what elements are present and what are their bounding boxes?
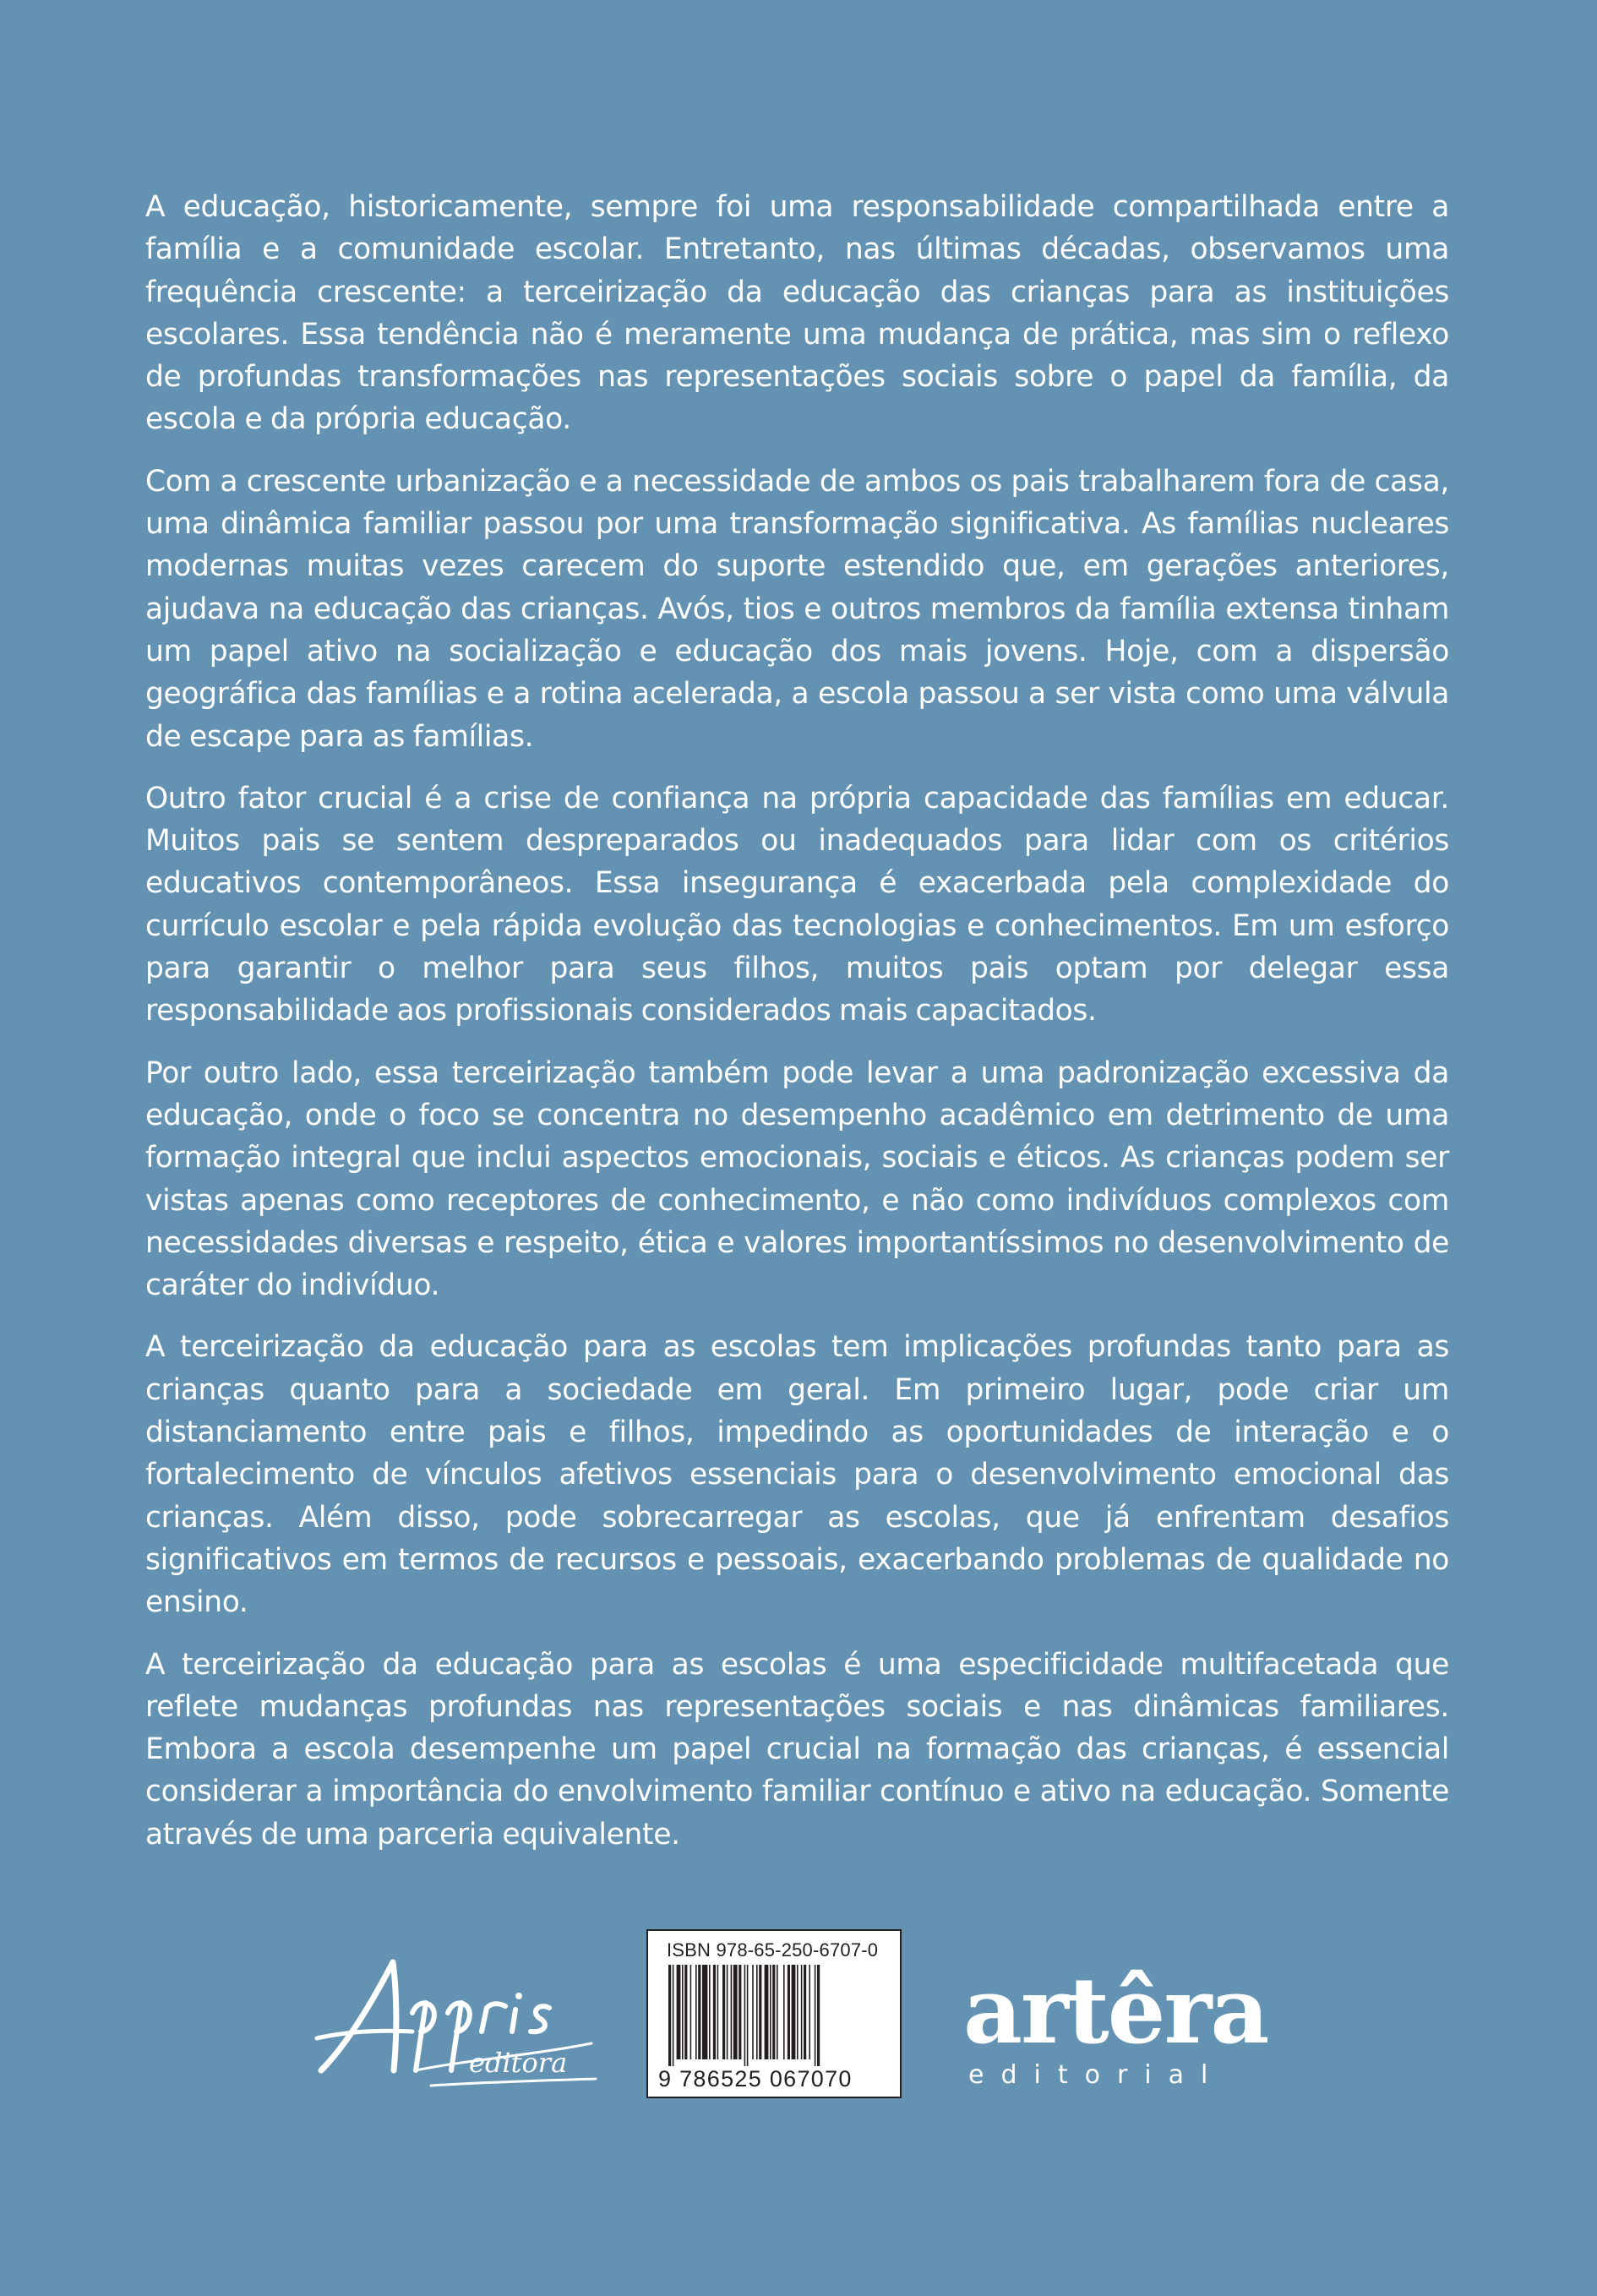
barcode-bar xyxy=(684,1965,687,2059)
barcode-bar xyxy=(792,1965,796,2059)
appris-logo-icon xyxy=(313,1944,600,2096)
barcode-bar xyxy=(797,1965,798,2059)
barcode-bar xyxy=(739,1965,741,2059)
barcode-bar xyxy=(690,1965,692,2059)
barcode-bar xyxy=(783,1965,785,2059)
barcode-bar xyxy=(668,1965,671,2066)
barcode-bar xyxy=(698,1965,700,2059)
barcode-bar xyxy=(804,1965,806,2059)
appris-editora-logo xyxy=(313,1944,600,2096)
barcode-bar xyxy=(765,1965,769,2059)
paragraph-1: A educação, historicamente, sempre foi uma responsabilidade compartilhada entre a família e a comunidade escolar. Entretanto, nas últimas décadas, observamos uma frequência crescente: a terceirização da educação das crianças para as instituições escolares. Essa tendência não é meramente uma mudança de prática, mas sim o reflexo de profundas transformações nas representações sociais sobre o papel da família, da escola e da própria educação. xyxy=(145,190,1449,437)
barcode-bar xyxy=(673,1965,674,2066)
paragraph-6: A terceirização da educação para as escolas é uma especificidade multifacetada que reflete mudanças profundas nas representações sociais e nas dinâmicas familiares. Embora a escola desempenhe um papel crucial na formação das crianças, é essencial considerar a importância do envolvimento familiar contínuo e ativo na educação. Somente através de uma parceria equivalente. xyxy=(145,1647,1449,1852)
paragraph-2: Com a crescente urbanização e a necessidade de ambos os pais trabalharem fora de casa, uma dinâmica familiar passou por uma transformação significativa. As famílias nucleares modernas muitas vezes carecem do suporte estendido que, em gerações anteriores, ajudava na educação das crianças. Avós, tios e outros membros da família extensa tinham um papel ativo na socialização e educação dos mais jovens. Hoje, com a dispersão geográfica das famílias e a rotina acelerada, a escola passou a ser vista como uma válvula de escape para as famílias. xyxy=(145,464,1449,754)
barcode-bar xyxy=(709,1965,711,2059)
synopsis-text xyxy=(145,186,1449,1875)
paragraph-4: Por outro lado, essa terceirização também pode levar a uma padronização excessiva da educação, onde o foco se concentra no desempenho acadêmico em detrimento de uma formação integral que inclui aspectos emocionais, sociais e éticos. As crianças podem ser vistas apenas como receptores de conhecimento, e não como indivíduos complexos com necessidades diversas e respeito, ética e valores importantíssimos no desenvolvimento de caráter do indivíduo. xyxy=(145,1055,1449,1303)
isbn-label: ISBN 978-65-250-6707-0 xyxy=(667,1939,879,1961)
barcode-bar xyxy=(682,1965,684,2059)
barcode-bar xyxy=(722,1965,725,2059)
barcode-bar xyxy=(759,1965,761,2059)
barcode-bar xyxy=(772,1965,775,2059)
barcode-bar xyxy=(733,1965,738,2059)
barcode-bar xyxy=(744,1965,746,2066)
barcode-bar xyxy=(756,1965,758,2059)
barcode-bar xyxy=(815,1965,816,2066)
artera-wordmark: artêra xyxy=(963,1958,1268,2064)
paragraph-5: A terceirização da educação para as escolas tem implicações profundas tanto para as crianças quanto para a sociedade em geral. Em primeiro lugar, pode criar um distanciamento entre pais e filhos, impedindo as oportunidades de interação e o fortalecimento de vínculos afetivos essenciais para o desenvolvimento emocional das crianças. Além disso, pode sobrecarregar as escolas, que já enfrentam desafios significativos em termos de recursos e pessoais, exacerbando problemas de qualidade no ensino. xyxy=(145,1330,1449,1620)
paragraph-3: Outro fator crucial é a crise de confiança na própria capacidade das famílias em educar. Muitos pais se sentem despreparados ou inadequados para lidar com os critérios educativos contemporâneos. Essa insegurança é exacerbada pela complexidade do currículo escolar e pela rápida evolução das tecnologias e conhecimentos. Em um esforço para garantir o melhor para seus filhos, muitos pais optam por delegar essa responsabilidade aos profissionais considerados mais capacitados. xyxy=(145,781,1449,1028)
isbn-barcode xyxy=(646,1929,902,2098)
barcode-bar xyxy=(817,1965,820,2066)
barcode-digits: 9 786525 067070 xyxy=(658,2066,853,2091)
barcode-bar xyxy=(713,1965,716,2059)
barcode-bar xyxy=(777,1965,778,2059)
appris-sub-wordmark: editora xyxy=(469,2047,568,2079)
barcode-bar xyxy=(695,1965,697,2059)
artera-sub-wordmark: editorial xyxy=(968,2060,1225,2090)
barcode-icon xyxy=(668,1965,881,2066)
barcode-bar xyxy=(809,1965,810,2059)
barcode-bar xyxy=(788,1965,790,2059)
barcode-bar xyxy=(801,1965,803,2059)
barcode-bar xyxy=(731,1965,733,2059)
barcode-bar xyxy=(677,1965,681,2059)
barcode-bar xyxy=(752,1965,754,2059)
artera-editorial-logo xyxy=(963,1958,1276,2104)
barcode-bar xyxy=(747,1965,749,2066)
barcode-bar xyxy=(727,1965,728,2059)
barcode-bar xyxy=(702,1965,707,2059)
barcode-bar xyxy=(770,1965,771,2059)
barcode-bar xyxy=(717,1965,719,2059)
